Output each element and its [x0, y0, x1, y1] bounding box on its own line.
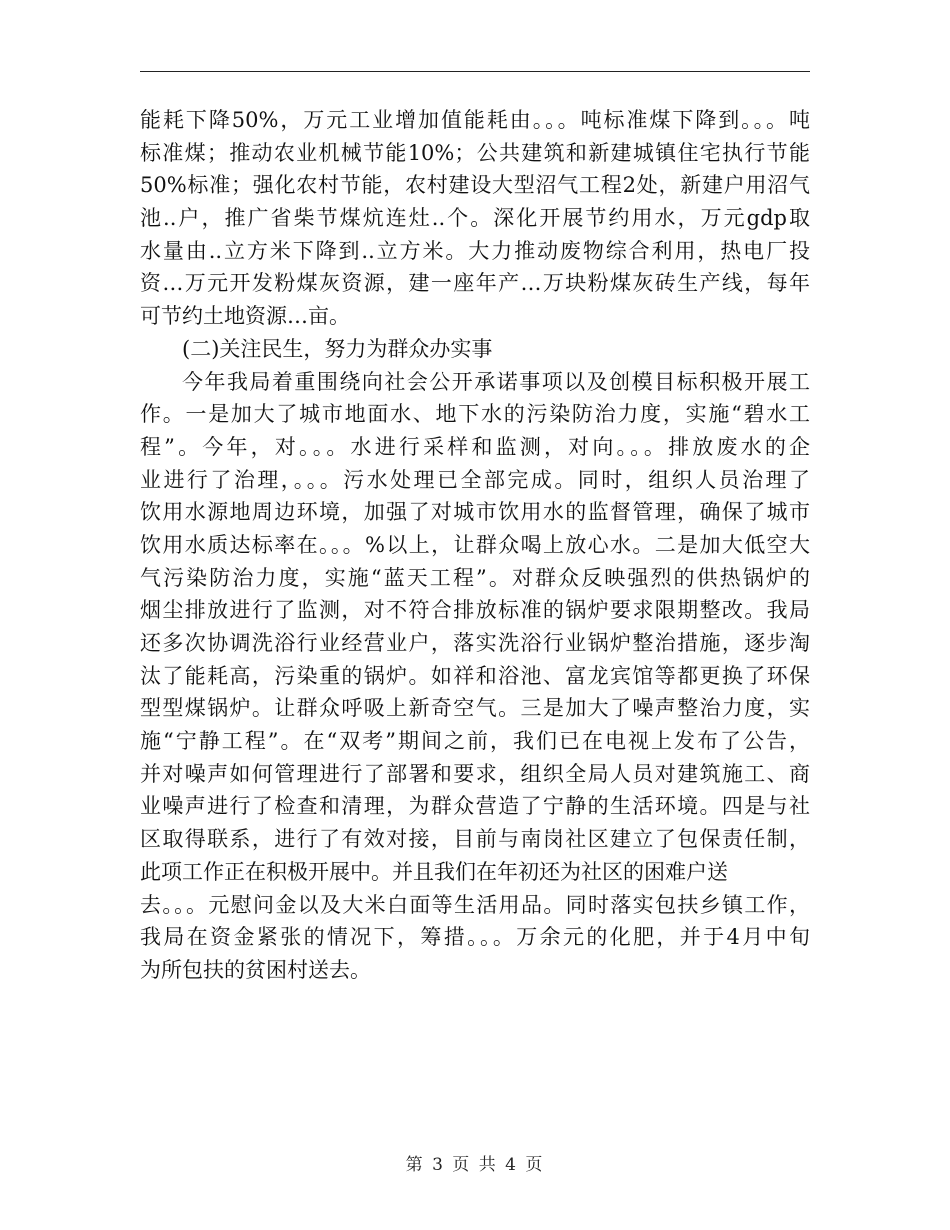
- body-line: 资…万元开发粉煤灰资源，建一座年产…万块粉煤灰砖生产线，每年: [140, 271, 810, 296]
- body-line: 我局在资金紧张的情况下，筹措。。。万余元的化肥，并于4月中旬: [140, 925, 810, 950]
- body-line: 作。一是加大了城市地面水、地下水的污染防治力度，实施“碧水工: [140, 402, 810, 427]
- document-body: [140, 104, 810, 987]
- body-line: 程”。今年，对。。。水进行采样和监测，对向。。。排放废水的企: [140, 434, 810, 459]
- body-line: 汰了能耗高，污染重的锅炉。如祥和浴池、富龙宾馆等都更换了环保: [140, 663, 810, 688]
- body-line: 水量由..立方米下降到..立方米。大力推动废物综合利用，热电厂投: [140, 238, 810, 263]
- body-line: 去。。。元慰问金以及大米白面等生活用品。同时落实包扶乡镇工作，: [140, 892, 810, 917]
- body-line: 饮用水源地周边环境，加强了对城市饮用水的监督管理，确保了城市: [140, 500, 810, 525]
- section-heading: (二)关注民生，努力为群众办实事: [182, 336, 493, 361]
- body-line: 区取得联系，进行了有效对接，目前与南岗社区建立了包保责任制，: [140, 827, 810, 852]
- body-line: 为所包扶的贫困村送去。: [140, 957, 371, 982]
- page-number: 第 3 页 共 4 页: [405, 1155, 545, 1175]
- body-line: 业噪声进行了检查和清理，为群众营造了宁静的生活环境。四是与社: [140, 794, 810, 819]
- body-line: 饮用水质达标率在。。。%以上，让群众喝上放心水。二是加大低空大: [140, 532, 810, 557]
- body-line: 烟尘排放进行了监测，对不符合排放标准的锅炉要求限期整改。我局: [140, 598, 810, 623]
- header-divider: [140, 71, 810, 72]
- body-line: 50%标准；强化农村节能，农村建设大型沼气工程2处，新建户用沼气: [140, 173, 810, 198]
- body-line: 此项工作正在积极开展中。并且我们在年初还为社区的困难户送: [140, 859, 728, 884]
- body-line: 气污染防治力度，实施“蓝天工程”。对群众反映强烈的供热锅炉的: [140, 565, 810, 590]
- body-line: 业进行了治理，。。。污水处理已全部完成。同时，组织人员治理了: [140, 467, 810, 492]
- body-line: 还多次协调洗浴行业经营业户，落实洗浴行业锅炉整治措施，逐步淘: [140, 631, 810, 655]
- body-line: 能耗下降50%，万元工业增加值能耗由。。。吨标准煤下降到。。。吨: [140, 108, 810, 132]
- body-line: 并对噪声如何管理进行了部署和要求，组织全局人员对建筑施工、商: [140, 761, 810, 786]
- body-line: 今年我局着重围绕向社会公开承诺事项以及创模目标积极开展工: [182, 369, 810, 394]
- body-line: 型型煤锅炉。让群众呼吸上新奇空气。三是加大了噪声整治力度，实: [140, 696, 810, 721]
- body-line: 标准煤；推动农业机械节能10%；公共建筑和新建城镇住宅执行节能: [140, 140, 810, 165]
- body-line: 池..户，推广省柴节煤炕连灶..个。深化开展节约用水，万元gdp取: [140, 206, 810, 231]
- body-line: 可节约土地资源…亩。: [140, 304, 350, 329]
- body-line: 施“宁静工程”。在“双考”期间之前，我们已在电视上发布了公告，: [140, 729, 810, 754]
